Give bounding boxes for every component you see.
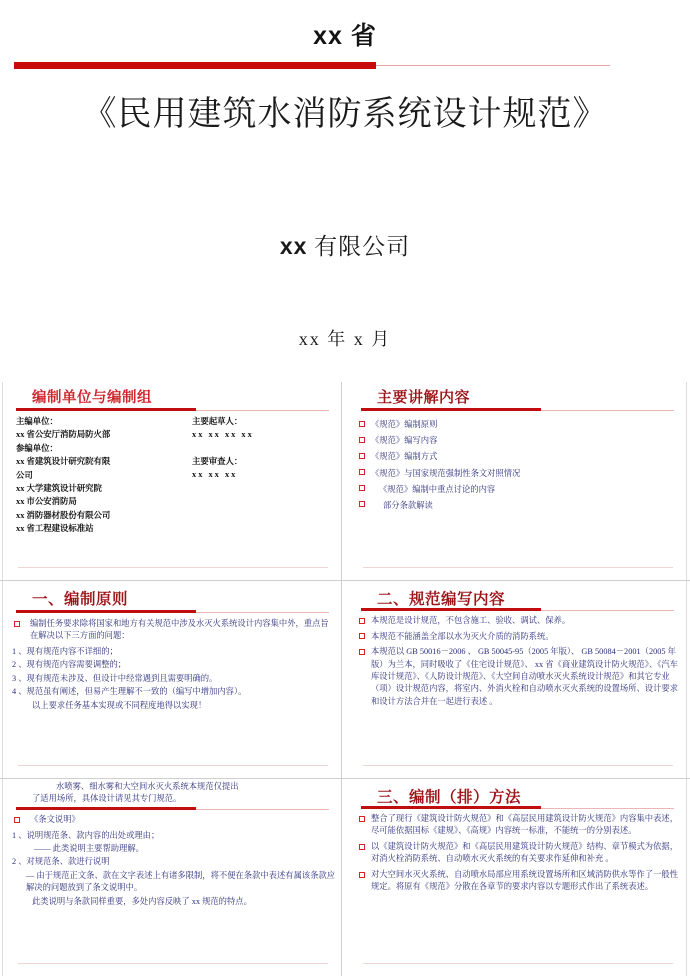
title-slide-province: xx 省 [313, 22, 377, 50]
row-left-divider [2, 581, 3, 778]
participant-item: xx 省工程建设标准站 [16, 524, 94, 534]
row-left-divider [2, 779, 3, 976]
drafters-value: xx xx xx xx [192, 430, 254, 440]
slide-2-footer-rule [363, 567, 673, 568]
slide-1-title: 编制单位与编制组 [32, 390, 152, 406]
slide-6-accent-rule [361, 806, 674, 811]
square-bullet-icon [359, 816, 365, 822]
slide-5-overflow-heading [10, 781, 336, 806]
row-center-divider [341, 779, 342, 976]
slide-5-rule-thick [16, 807, 196, 810]
list-item [355, 841, 681, 866]
slide-row-1 [0, 382, 690, 580]
slide-6-title: 三、编制（排）方法 [377, 789, 522, 806]
list-item-label: 对大空间水灭火系统、自动喷水局部应用系统设置场所和区域消防供水等作了一般性规定。将原有《规范》分散在各章节的要求内容以专题形式作出了系统表述。 [371, 870, 678, 892]
title-slide-date: xx 年 x 月 [298, 329, 392, 349]
slide-6-footer-rule [363, 963, 673, 964]
slide-thumbnail-1[interactable] [4, 382, 341, 580]
list-item [355, 813, 681, 838]
slide-thumbnail-6[interactable] [349, 779, 686, 976]
square-bullet-icon [359, 485, 365, 491]
slide-4-title: 二、规范编写内容 [377, 591, 506, 608]
list-item-label: 《规范》与国家规范强制性条文对照情况 [371, 468, 521, 478]
slide-1-right-column [192, 415, 341, 482]
slide-3-accent-rule [16, 610, 329, 615]
slide-3-footer-rule [18, 765, 328, 766]
square-bullet-icon [14, 817, 20, 823]
numbered-item: 2 、对规范条、款进行说明 [12, 857, 110, 867]
slide-1-accent-rule [16, 408, 329, 413]
square-bullet-icon [359, 633, 365, 639]
numbered-item: 3 、现有规范未涉及、但设计中经常遇到且需要明确的。 [12, 673, 218, 683]
participant-item: xx 消防器材股份有限公司 [16, 510, 111, 520]
chief-unit-label: 主编单位： [16, 417, 58, 426]
slide-4-body [355, 615, 681, 711]
slide-thumbnail-2[interactable] [349, 382, 686, 580]
square-bullet-icon [359, 469, 365, 475]
square-bullet-icon [359, 421, 365, 427]
list-item-label: 以《建筑设计防火规范》和《高层民用建筑设计防火规范》结构、章节模式为依据，对消火栓消防系统、自动喷水灭火系统的有关要求作延伸和补充 。 [371, 842, 678, 864]
slide-row-2 [0, 580, 690, 778]
slide-6-rule-thick [361, 806, 541, 809]
chief-unit-value: xx 省公安厅消防局防火部 [16, 430, 111, 440]
list-item [355, 450, 681, 463]
company-prefix: xx [279, 233, 308, 259]
slide-3-rule-thick [16, 610, 196, 613]
list-item-label: 《条文说明》 [30, 815, 80, 824]
slide-4-rule-thick [361, 608, 541, 611]
slide-3-body [10, 618, 336, 713]
row-right-divider [686, 382, 687, 580]
list-item-label: 本规范不能涵盖全部以水为灭火介质的消防系统。 [371, 631, 554, 641]
title-slide [0, 0, 690, 380]
participant-item: xx 大学建筑设计研究院 [16, 484, 102, 494]
drafters-label: 主要起草人： [192, 417, 243, 426]
row-center-divider [341, 581, 342, 778]
list-item-label: 《规范》编制方式 [371, 452, 438, 462]
slide-1-rule-thick [16, 408, 196, 411]
slide-row-3 [0, 778, 690, 976]
closing-note: 以上要求任务基本实现或不同程度地得以实现！ [32, 700, 207, 710]
title-slide-main-title: 《民用建筑水消防系统设计规范》 [82, 96, 608, 133]
list-item [355, 467, 681, 480]
row-left-divider [2, 382, 3, 580]
reviewers-label: 主要审查人： [192, 456, 243, 466]
numbered-item: 4 、规范虽有阐述，但易产生理解不一致的（编写中增加内容）。 [12, 687, 247, 697]
company-suffix: 有限公司 [314, 234, 411, 259]
reviewers-value: xx xx xx [192, 470, 238, 480]
slide-thumbnail-4[interactable] [349, 581, 686, 778]
participant-item: 公司 [16, 470, 33, 480]
list-item [10, 814, 336, 826]
square-bullet-icon [359, 501, 365, 507]
list-item-label: 《规范》编制原则 [371, 420, 438, 429]
square-bullet-icon [359, 618, 365, 624]
list-item [355, 631, 681, 643]
list-item-label: 《规范》编制中重点讨论的内容 [379, 484, 496, 494]
slide-3-title: 一、编制原则 [32, 591, 129, 608]
list-item-label: 本规范以 GB 50016－2006 、 GB 50045-95（2005 年版）、 GB 50084－2001（2005 年版）为兰本，同时吸收了《住宅设计规范》、 xx 省《商业建筑设计防火规范》、《汽车库设计规范》、《人防设计规范》、《大空间自动喷水灭火系统设计规范》和其它专业（项）设计规范内容，将室内、外消火栓和自动喷水灭火系统的设置场所、设计要求和设计方法合并在一起进行表述 。 [371, 647, 678, 706]
list-item [355, 869, 681, 894]
square-bullet-icon [359, 844, 365, 850]
slide-2-title: 主要讲解内容 [377, 390, 471, 406]
list-item [355, 434, 681, 447]
row-right-divider [686, 581, 687, 778]
list-item [355, 483, 681, 496]
slide-2-body [355, 418, 681, 515]
list-item-label: 部分条款解读 [383, 500, 433, 510]
square-bullet-icon [14, 621, 20, 627]
overflow-line-1: 水喷雾、细水雾和大空间水灭火系统本规范仅提出 [56, 782, 239, 791]
slide-5-accent-rule [16, 807, 329, 812]
list-item-label: 《规范》编写内容 [371, 436, 438, 446]
slide-1-left-column [16, 415, 186, 536]
square-bullet-icon [359, 872, 365, 878]
list-item [355, 615, 681, 627]
slide-5-footer-rule [18, 963, 328, 964]
slide-2-accent-rule [361, 408, 674, 413]
list-item [355, 646, 681, 708]
square-bullet-icon [359, 453, 365, 459]
slide-5-body [10, 814, 336, 909]
list-item [355, 418, 681, 431]
list-item-label: 编制任务要求除将国家和地方有关规范中涉及水灭火系统设计内容集中外，重点旨在解决以下三方面的问题： [30, 619, 329, 641]
title-slide-accent-rule [0, 62, 690, 72]
participants-label: 参编单位： [16, 443, 58, 453]
numbered-item: 1 、说明规范条、款内容的出处或理由； [12, 830, 160, 840]
slide-thumbnail-grid [0, 382, 690, 976]
overflow-line-2: 了适用场所，具体设计请见其专门规范。 [32, 794, 182, 804]
slide-4-accent-rule [361, 608, 674, 613]
list-item-label: 整合了现行《建筑设计防火规范》和《高层民用建筑设计防火规范》内容集中表述，尽可能依据国标《建规》、《高规》内容统一标准，不能统一的分别表述。 [371, 814, 678, 836]
square-bullet-icon [359, 649, 365, 655]
slide-4-footer-rule [363, 765, 673, 766]
accent-rule-thick [14, 62, 376, 69]
numbered-item-note: — 由于规范正文条、款在文字表述上有诸多限制，将不便在条款中表述有属该条款应解决的问题放到了条文说明中。 [26, 870, 336, 893]
row-center-divider [341, 382, 342, 580]
slide-thumbnail-3[interactable] [4, 581, 341, 778]
list-item-label: 本规范是设计规范，不包含施工、验收、调试、保养。 [371, 616, 571, 625]
row-right-divider [686, 779, 687, 976]
participant-item: xx 市公安消防局 [16, 497, 77, 507]
square-bullet-icon [359, 437, 365, 443]
slide-6-body [355, 813, 681, 897]
numbered-item: 2 、现有规范内容需要调整的； [12, 660, 127, 670]
title-slide-company [0, 228, 690, 261]
closing-note: 此类说明与条款同样重要，多处内容反映了 xx 规范的特点。 [32, 896, 252, 906]
slide-1-footer-rule [18, 567, 328, 568]
slide-2-rule-thick [361, 408, 541, 411]
numbered-item: 1 、现有规范内容不详细的； [12, 647, 118, 656]
list-item [355, 499, 681, 512]
numbered-item-note: —— 此类说明主要帮助理解。 [34, 844, 144, 853]
slide-thumbnail-5[interactable] [4, 779, 341, 976]
participant-item: xx 省建筑设计研究院有限 [16, 457, 111, 467]
list-item [10, 618, 336, 643]
